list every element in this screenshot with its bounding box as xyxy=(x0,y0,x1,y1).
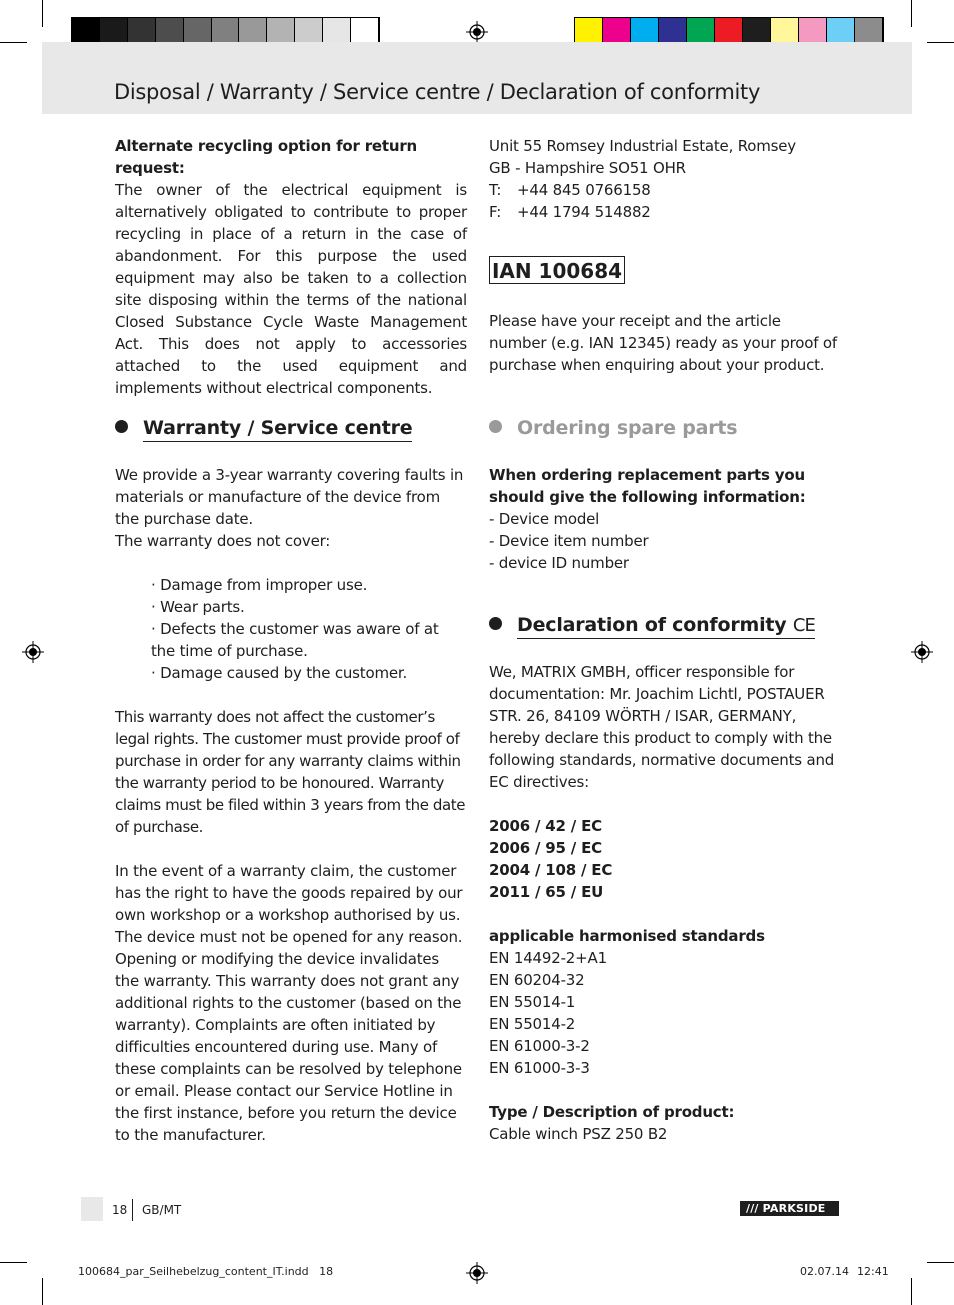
color-swatch xyxy=(603,18,631,45)
bullet-dot-icon xyxy=(115,420,128,433)
list-item: · Wear parts. xyxy=(151,598,245,616)
file-slug: 100684_par_Seilhebelzug_content_IT.indd 18 xyxy=(78,1265,334,1278)
spare-parts-intro: When ordering replacement parts you should give the following information: xyxy=(489,466,806,506)
list-item: - device ID number xyxy=(489,554,629,572)
directive-item: 2004 / 108 / EC xyxy=(489,861,613,879)
page-number-box xyxy=(81,1197,103,1221)
page-number: 18 xyxy=(112,1203,128,1217)
gray-swatch xyxy=(212,18,240,45)
standard-item: EN 55014-1 xyxy=(489,993,576,1011)
gray-swatch xyxy=(351,18,379,45)
locale-label: GB/MT xyxy=(142,1203,182,1217)
crop-mark xyxy=(0,42,27,43)
color-swatch xyxy=(855,18,883,45)
warranty-paragraph: In the event of a warranty claim, the customer has the right to have the goods repaired by our own workshop or a workshop authorised by us. The device must not be opened for any reason. Opening or modifying the device invalidates the warranty. This warranty does not grant any additional rights to the customer (based on the warranty). Complaints are often initiated by difficulties encountered during use. Many of these complaints can be resolved by telephone or email. Please contact our Service Hotline in the first instance, before you return the device to the manufacturer. xyxy=(115,862,463,1144)
warranty-paragraph: The warranty does not cover: xyxy=(115,532,331,550)
color-swatch xyxy=(743,18,771,45)
list-item: · Damage from improper use. xyxy=(151,576,368,594)
warranty-paragraph: We provide a 3-year warranty covering faults in materials or manufacture of the device from the purchase date. xyxy=(115,466,464,528)
page-title: Disposal / Warranty / Service centre / Declaration of conformity xyxy=(114,80,761,104)
standard-item: EN 55014-2 xyxy=(489,1015,576,1033)
gray-swatch xyxy=(72,18,100,45)
standard-item: EN 60204-32 xyxy=(489,971,585,989)
gray-swatch xyxy=(239,18,267,45)
registration-mark-icon xyxy=(466,21,488,43)
standard-item: EN 14492-2+A1 xyxy=(489,949,607,967)
warranty-exclusions-list xyxy=(115,574,467,684)
recycle-text: The owner of the electrical equipment is alternatively obligated to contribute to proper recycling in place of a return in the case of abandonment. For this purpose the used equipment may also be taken to a collection site disposing within the terms of the national Closed Substance Cycle Waste Management Act. This does not apply to accessories attached to the used equipment and implements without electrical components. xyxy=(115,181,467,397)
standards-heading: applicable harmonised standards xyxy=(489,927,765,945)
color-swatch xyxy=(771,18,799,45)
registration-mark-icon xyxy=(22,641,44,663)
spare-parts-section xyxy=(489,464,841,574)
color-swatch xyxy=(631,18,659,45)
warranty-paragraph: This warranty does not affect the customer’s legal rights. The customer must provide proof of purchase in order for any warranty claims within the warranty period to be honoured. Warranty claims must be filed within 3 years from the date of purchase. xyxy=(115,708,466,836)
product-type-value: Cable winch PSZ 250 B2 xyxy=(489,1125,668,1143)
conformity-section xyxy=(489,661,841,1145)
directive-item: 2006 / 42 / EC xyxy=(489,817,602,835)
directive-item: 2006 / 95 / EC xyxy=(489,839,602,857)
service-address xyxy=(489,135,841,223)
color-swatch xyxy=(827,18,855,45)
color-swatch xyxy=(799,18,827,45)
gray-swatch xyxy=(323,18,351,45)
list-item: · Damage caused by the customer. xyxy=(151,664,408,682)
color-swatch xyxy=(687,18,715,45)
fax-number: +44 1794 514882 xyxy=(517,203,651,221)
standard-item: EN 61000-3-3 xyxy=(489,1059,590,1077)
ce-mark-icon: CE xyxy=(792,615,815,636)
crop-mark xyxy=(927,42,954,43)
print-time: 12:41 xyxy=(857,1265,889,1278)
warranty-heading: Warranty / Service centre xyxy=(115,417,412,439)
recycle-heading: Alternate recycling option for return request: xyxy=(115,137,418,177)
crop-mark xyxy=(911,1278,912,1305)
crop-mark xyxy=(0,1262,27,1263)
crop-mark xyxy=(911,0,912,27)
color-swatch xyxy=(715,18,743,45)
receipt-note: Please have your receipt and the article number (e.g. IAN 12345) ready as your proof of purchase when enquiring about your product. xyxy=(489,312,837,374)
address-line: Unit 55 Romsey Industrial Estate, Romsey xyxy=(489,137,796,155)
gray-swatch xyxy=(184,18,212,45)
parkside-logo: /// PARKSIDE xyxy=(740,1201,839,1216)
directive-item: 2011 / 65 / EU xyxy=(489,883,604,901)
fax-line: F: +44 1794 514882 xyxy=(489,203,651,221)
registration-mark-icon xyxy=(466,1262,488,1284)
crop-mark xyxy=(42,0,43,27)
print-date: 02.07.14 xyxy=(800,1265,849,1278)
product-type-heading: Type / Description of product: xyxy=(489,1103,735,1121)
gray-swatch xyxy=(128,18,156,45)
conformity-text: We, MATRIX GMBH, officer responsible for documentation: Mr. Joachim Lichtl, POSTAUER STR. 26, 84109 WÖRTH / ISAR, GERMANY, hereby declare this product to comply with the following standards, normative documents and EC directives: xyxy=(489,663,835,791)
gray-swatch xyxy=(100,18,128,45)
list-item: - Device item number xyxy=(489,532,649,550)
crop-mark xyxy=(42,1278,43,1305)
ian-box: IAN 100684 xyxy=(489,256,625,284)
standard-item: EN 61000-3-2 xyxy=(489,1037,590,1055)
color-swatch xyxy=(575,18,603,45)
address-line: GB - Hampshire SO51 OHR xyxy=(489,159,686,177)
gray-swatch xyxy=(295,18,323,45)
footer-divider xyxy=(132,1199,133,1221)
spare-parts-heading: Ordering spare parts xyxy=(489,417,737,439)
directive-list xyxy=(489,815,841,903)
gray-swatch xyxy=(156,18,184,45)
crop-mark xyxy=(927,1262,954,1263)
header-band xyxy=(42,42,912,114)
gray-swatch xyxy=(267,18,295,45)
warranty-section xyxy=(115,464,467,1146)
registration-mark-icon xyxy=(911,641,933,663)
standards-list xyxy=(489,947,841,1079)
color-swatch xyxy=(659,18,687,45)
phone-line: T: +44 845 0766158 xyxy=(489,181,651,199)
list-item: - Device model xyxy=(489,510,600,528)
phone-number: +44 845 0766158 xyxy=(517,181,651,199)
conformity-heading: Declaration of conformity CE xyxy=(489,614,815,636)
recycle-section xyxy=(115,135,467,399)
list-item: · Defects the customer was aware of at the time of purchase. xyxy=(151,620,439,660)
bullet-dot-icon xyxy=(489,420,502,433)
bullet-dot-icon xyxy=(489,617,502,630)
